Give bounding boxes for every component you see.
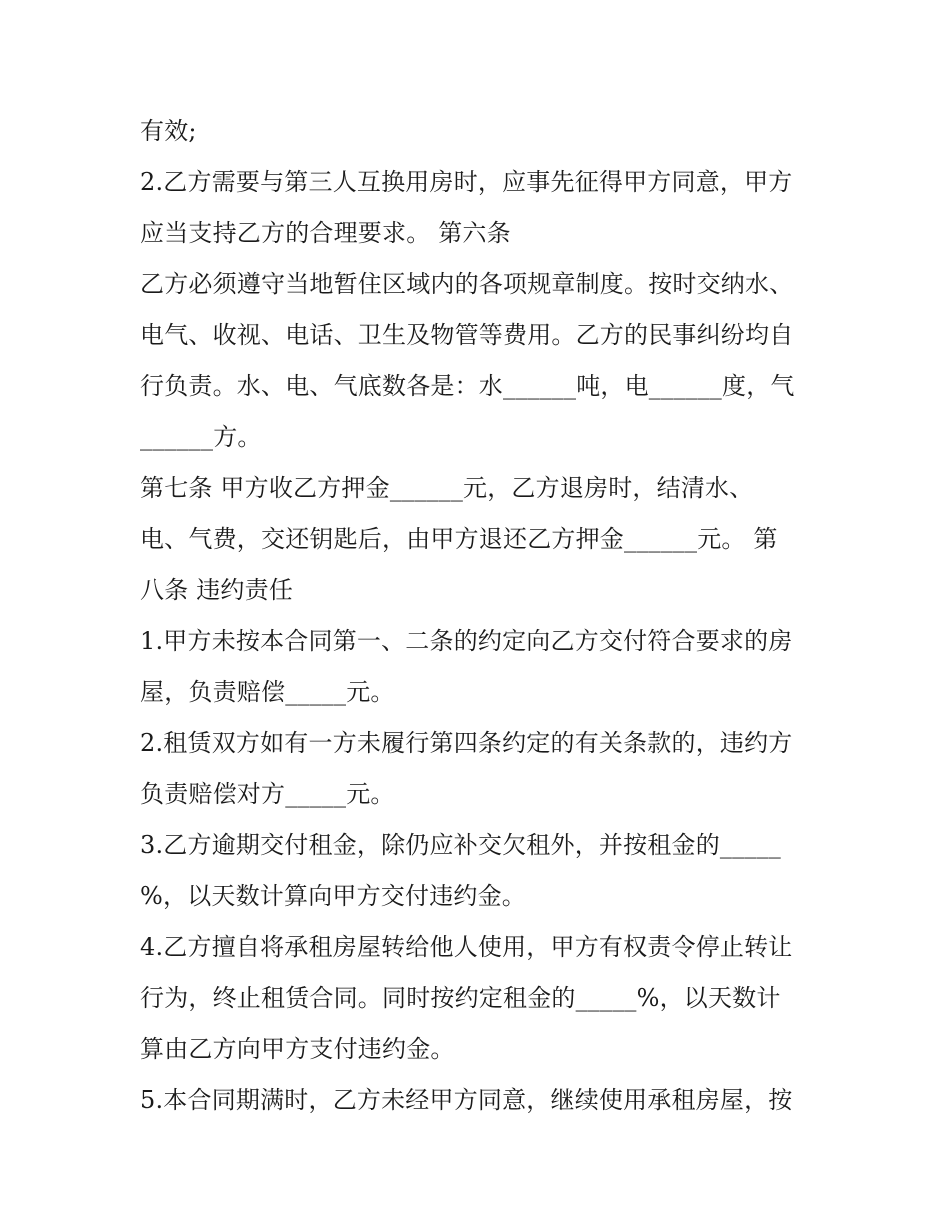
text-line-13: 2.租赁双方如有一方未履行第四条约定的有关条款的，违约方: [140, 729, 793, 757]
text-line-10: 八条 违约责任: [140, 576, 294, 604]
text-line-8: 第七条 甲方收乙方押金______元，乙方退房时，结清水、: [140, 474, 754, 502]
text-line-18: 行为，终止租赁合同。同时按约定租金的_____%，以天数计: [140, 984, 781, 1012]
text-line-6: 行负责。水、电、气底数各是：水______吨，电______度，气: [140, 372, 795, 400]
text-line-15: 3.乙方逾期交付租金，除仍应补交欠租外，并按租金的_____: [140, 831, 781, 859]
text-line-19: 算由乙方向甲方支付违约金。: [140, 1035, 455, 1063]
text-line-12: 屋，负责赔偿_____元。: [140, 678, 395, 706]
text-line-4: 乙方必须遵守当地暂住区域内的各项规章制度。按时交纳水、: [140, 270, 794, 298]
text-line-17: 4.乙方擅自将承租房屋转给他人使用，甲方有权责令停止转让: [140, 933, 793, 961]
text-line-7: ______方。: [140, 423, 262, 451]
text-line-2: 2.乙方需要与第三人互换用房时，应事先征得甲方同意，甲方: [140, 168, 793, 196]
text-line-16: %，以天数计算向甲方交付违约金。: [140, 882, 527, 910]
text-line-14: 负责赔偿对方_____元。: [140, 780, 395, 808]
text-line-5: 电气、收视、电话、卫生及物管等费用。乙方的民事纠纷均自: [140, 321, 794, 349]
text-line-1: 有效;: [140, 117, 197, 145]
text-line-20: 5.本合同期满时，乙方未经甲方同意，继续使用承租房屋，按: [140, 1086, 793, 1114]
text-line-3: 应当支持乙方的合理要求。 第六条: [140, 219, 511, 247]
document-body: [140, 106, 820, 1126]
text-line-9: 电、气费，交还钥匙后，由甲方退还乙方押金______元。 第: [140, 525, 778, 553]
text-line-11: 1.甲方未按本合同第一、二条的约定向乙方交付符合要求的房: [140, 627, 793, 655]
